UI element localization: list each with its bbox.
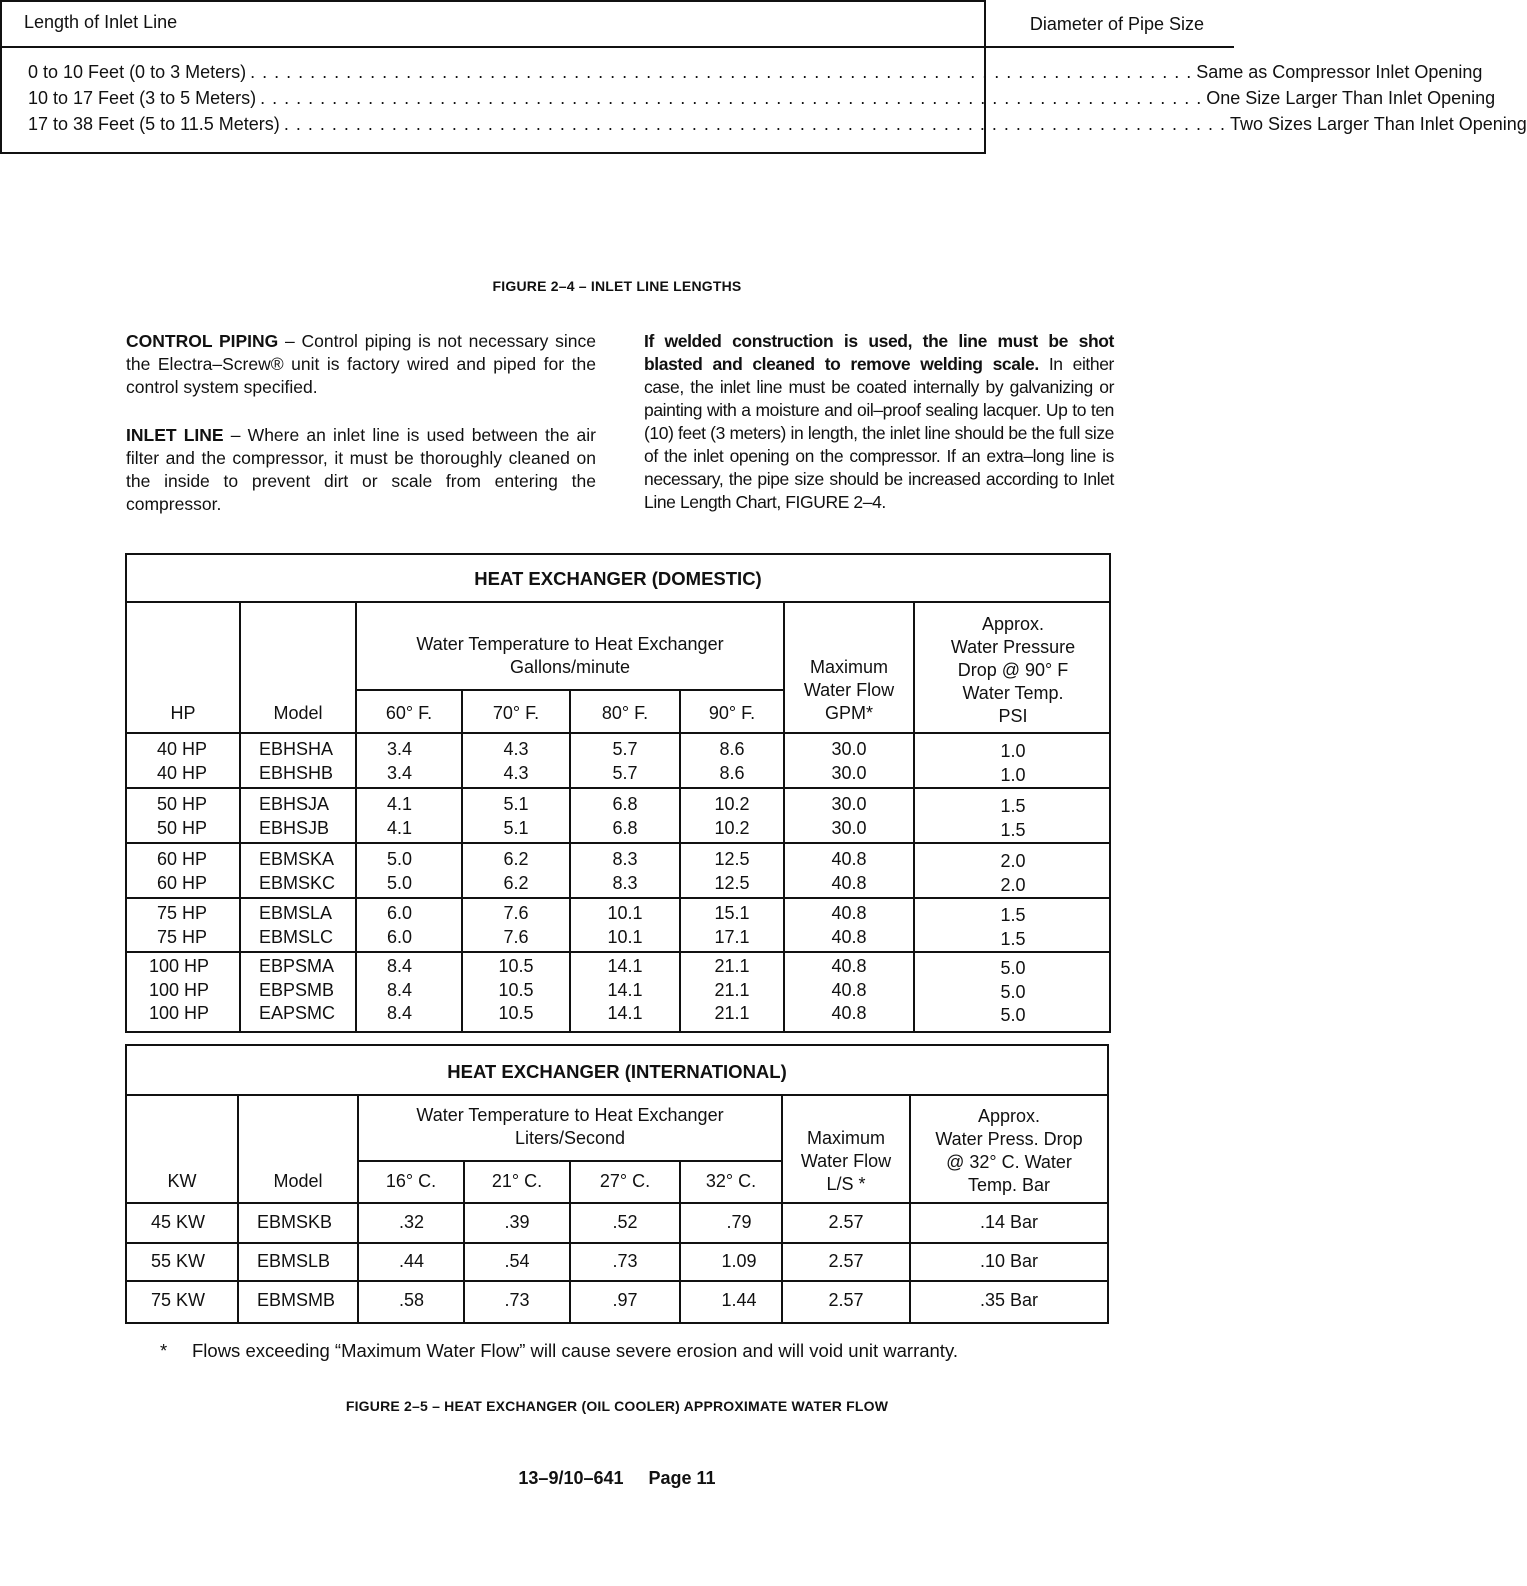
cell-pressure: 1.5 1.5 <box>1000 796 1026 840</box>
cell-60f: 6.0 6.0 <box>387 903 413 947</box>
water-temp-unit: Liters/Second <box>514 1128 626 1148</box>
cell-model: EBHSHA EBHSHB <box>259 739 334 783</box>
cell-max-flow: 30.0 30.0 <box>831 739 867 783</box>
cell-pressure: .35 Bar <box>979 1290 1039 1310</box>
cell-max-flow: 2.57 <box>828 1212 864 1232</box>
cell-pressure: 1.0 1.0 <box>1000 741 1026 785</box>
col-header-pressure-drop: Approx. Water Press. Drop @ 32° C. Water Temp. Bar <box>935 1106 1083 1195</box>
inlet-length: 10 to 17 Feet (3 to 5 Meters) <box>28 88 257 108</box>
inlet-row <box>28 62 1483 88</box>
col-header-max-flow: Maximum Water Flow L/S * <box>800 1128 892 1194</box>
cell-60f: 8.4 8.4 8.4 <box>387 956 413 1023</box>
cell-70f: 10.5 10.5 10.5 <box>498 956 534 1023</box>
inlet-size: One Size Larger Than Inlet Opening <box>1206 88 1496 108</box>
control-piping-body: – Control piping is not necessary since the Electra–Screw® unit is factory wired and piped for the control system specified. <box>126 331 596 397</box>
cell-hp: 60 HP 60 HP <box>157 849 208 893</box>
cell-max-flow: 30.0 30.0 <box>831 794 867 838</box>
cell-hp: 75 HP 75 HP <box>157 903 208 947</box>
inlet-line-paragraph <box>126 424 596 516</box>
cell-70f: 5.1 5.1 <box>503 794 529 838</box>
cell-80f: 6.8 6.8 <box>612 794 638 838</box>
col-header-70f: 70° F. <box>492 703 540 723</box>
col-header-60f: 60° F. <box>385 703 433 723</box>
inlet-table-header <box>0 0 1234 48</box>
cell-model: EBMSKA EBMSKC <box>259 849 336 893</box>
cell-60f: 4.1 4.1 <box>387 794 413 838</box>
col-header-model: Model <box>273 1171 323 1191</box>
text-column-left <box>126 330 596 516</box>
cell-model: EBMSKB <box>257 1212 333 1232</box>
international-table-title: HEAT EXCHANGER (INTERNATIONAL) <box>127 1046 1107 1096</box>
leader-dots: . . . . . . . . . . . . . . . . . . . . . . . . . . . . . . . . . . . . . . . . . . . . . . . . . . . . . . . . . . . . . . . . . . . . . . . . . . . . . . . <box>250 62 1193 82</box>
cell-pressure: .10 Bar <box>979 1251 1039 1271</box>
inlet-size: Two Sizes Larger Than Inlet Opening <box>1229 114 1527 134</box>
cell-90f: 10.2 10.2 <box>714 794 750 838</box>
inlet-header-diameter: Diameter of Pipe Size <box>1029 14 1204 34</box>
col-header-21c: 21° C. <box>491 1171 543 1191</box>
cell-27c: .97 <box>612 1290 638 1310</box>
col-header-hp: HP <box>170 703 196 723</box>
cell-max-flow: 40.8 40.8 <box>831 903 867 947</box>
footnote-text: Flows exceeding “Maximum Water Flow” will cause severe erosion and will void unit warranty. <box>192 1340 958 1361</box>
col-header-16c: 16° C. <box>385 1171 437 1191</box>
leader-dots: . . . . . . . . . . . . . . . . . . . . . . . . . . . . . . . . . . . . . . . . . . . . . . . . . . . . . . . . . . . . . . . . . . . . . . . . . . . . . . . <box>260 88 1203 108</box>
cell-pressure: 5.0 5.0 5.0 <box>1000 958 1026 1025</box>
cell-32c: .79 <box>726 1212 752 1232</box>
cell-pressure: 1.5 1.5 <box>1000 905 1026 949</box>
page-number: 13–9/10–641 Page 11 <box>518 1468 716 1488</box>
cell-hp: 50 HP 50 HP <box>157 794 208 838</box>
inlet-line-body: – Where an inlet line is used between the air filter and the compressor, it must be thoroughly cleaned on the inside to prevent dirt or scale from entering the compressor. <box>126 425 596 514</box>
cell-60f: 3.4 3.4 <box>387 739 413 783</box>
inlet-length: 0 to 10 Feet (0 to 3 Meters) <box>28 62 247 82</box>
col-header-27c: 27° C. <box>599 1171 651 1191</box>
cell-16c: .44 <box>399 1251 425 1271</box>
heat-exchanger-domestic-table <box>125 553 1111 1033</box>
cell-80f: 5.7 5.7 <box>612 739 638 783</box>
cell-90f: 12.5 12.5 <box>714 849 750 893</box>
leader-dots: . . . . . . . . . . . . . . . . . . . . . . . . . . . . . . . . . . . . . . . . . . . . . . . . . . . . . . . . . . . . . . . . . . . . . . . . . . . . . . . <box>283 114 1226 134</box>
inlet-line-continued <box>644 330 1114 514</box>
cell-hp: 100 HP 100 HP 100 HP <box>149 956 210 1023</box>
cell-model: EBMSMB <box>257 1290 336 1310</box>
inlet-line-rest: In either case, the inlet line must be coated internally by galvanizing or painting with a moisture and oil–proof sealing lacquer. Up to ten (10) feet (3 meters) in length, the inlet line should be the full size of the inlet opening on the compressor. If an extra–long line is necessary, the pipe size should be increased according to Inlet Line Length Chart, FIGURE 2–4. <box>644 354 1114 512</box>
inlet-row <box>28 88 1496 114</box>
col-header-pressure-drop: Approx. Water Pressure Drop @ 90° F Water Temp. PSI <box>950 614 1076 726</box>
cell-70f: 6.2 6.2 <box>503 849 529 893</box>
cell-21c: .73 <box>504 1290 530 1310</box>
water-temp-header: Water Temperature to Heat Exchanger Liters/Second <box>359 1104 781 1150</box>
cell-90f: 8.6 8.6 <box>719 739 745 783</box>
cell-pressure: 2.0 2.0 <box>1000 851 1026 895</box>
domestic-table-title: HEAT EXCHANGER (DOMESTIC) <box>127 555 1109 603</box>
cell-max-flow: 40.8 40.8 <box>831 849 867 893</box>
figure-2-4-caption: FIGURE 2–4 – INLET LINE LENGTHS <box>492 278 742 294</box>
col-header-90f: 90° F. <box>708 703 756 723</box>
cell-model: EBMSLB <box>257 1251 331 1271</box>
col-header-32c: 32° C. <box>705 1171 757 1191</box>
cell-16c: .58 <box>399 1290 425 1310</box>
cell-27c: .73 <box>612 1251 638 1271</box>
inlet-line-heading: INLET LINE <box>126 425 224 445</box>
cell-21c: .39 <box>504 1212 530 1232</box>
inlet-size: Same as Compressor Inlet Opening <box>1196 62 1483 82</box>
cell-90f: 21.1 21.1 21.1 <box>714 956 750 1023</box>
cell-hp: 40 HP 40 HP <box>157 739 208 783</box>
welded-warning: If welded construction is used, the line must be shot blasted and cleaned to remove welding scale. <box>644 331 1114 374</box>
cell-kw: 55 KW <box>151 1251 206 1271</box>
inlet-length: 17 to 38 Feet (5 to 11.5 Meters) <box>28 114 280 134</box>
water-temp-unit: Gallons/minute <box>509 657 631 677</box>
cell-max-flow: 2.57 <box>828 1251 864 1271</box>
cell-21c: .54 <box>504 1251 530 1271</box>
water-temp-header: Water Temperature to Heat Exchanger Gallons/minute <box>357 633 783 679</box>
cell-32c: 1.44 <box>721 1290 757 1310</box>
cell-kw: 45 KW <box>151 1212 206 1232</box>
cell-model: EBMSLA EBMSLC <box>259 903 334 947</box>
cell-model: EBPSMA EBPSMB EAPSMC <box>259 956 336 1023</box>
footnote-star: * <box>160 1340 168 1361</box>
cell-max-flow: 2.57 <box>828 1290 864 1310</box>
control-piping-paragraph <box>126 330 596 399</box>
cell-80f: 10.1 10.1 <box>607 903 643 947</box>
cell-27c: .52 <box>612 1212 638 1232</box>
footnote <box>160 1340 958 1362</box>
cell-70f: 7.6 7.6 <box>503 903 529 947</box>
cell-70f: 4.3 4.3 <box>503 739 529 783</box>
control-piping-heading: CONTROL PIPING <box>126 331 279 351</box>
col-header-max-flow: Maximum Water Flow GPM* <box>803 657 895 723</box>
text-column-right <box>644 330 1114 514</box>
cell-model: EBHSJA EBHSJB <box>259 794 330 838</box>
cell-kw: 75 KW <box>151 1290 206 1310</box>
cell-60f: 5.0 5.0 <box>387 849 413 893</box>
inlet-header-length: Length of Inlet Line <box>24 12 178 32</box>
cell-16c: .32 <box>399 1212 425 1232</box>
inlet-row <box>28 114 1527 140</box>
cell-90f: 15.1 17.1 <box>714 903 750 947</box>
cell-max-flow: 40.8 40.8 40.8 <box>831 956 867 1023</box>
cell-80f: 14.1 14.1 14.1 <box>607 956 643 1023</box>
figure-2-5-caption: FIGURE 2–5 – HEAT EXCHANGER (OIL COOLER) APPROXIMATE WATER FLOW <box>345 1398 889 1414</box>
inlet-line-table <box>0 0 1527 154</box>
heat-exchanger-international-table <box>125 1044 1109 1324</box>
col-header-80f: 80° F. <box>601 703 649 723</box>
cell-32c: 1.09 <box>721 1251 757 1271</box>
cell-80f: 8.3 8.3 <box>612 849 638 893</box>
cell-pressure: .14 Bar <box>979 1212 1039 1232</box>
col-header-kw: KW <box>167 1171 197 1191</box>
col-header-model: Model <box>273 703 323 723</box>
